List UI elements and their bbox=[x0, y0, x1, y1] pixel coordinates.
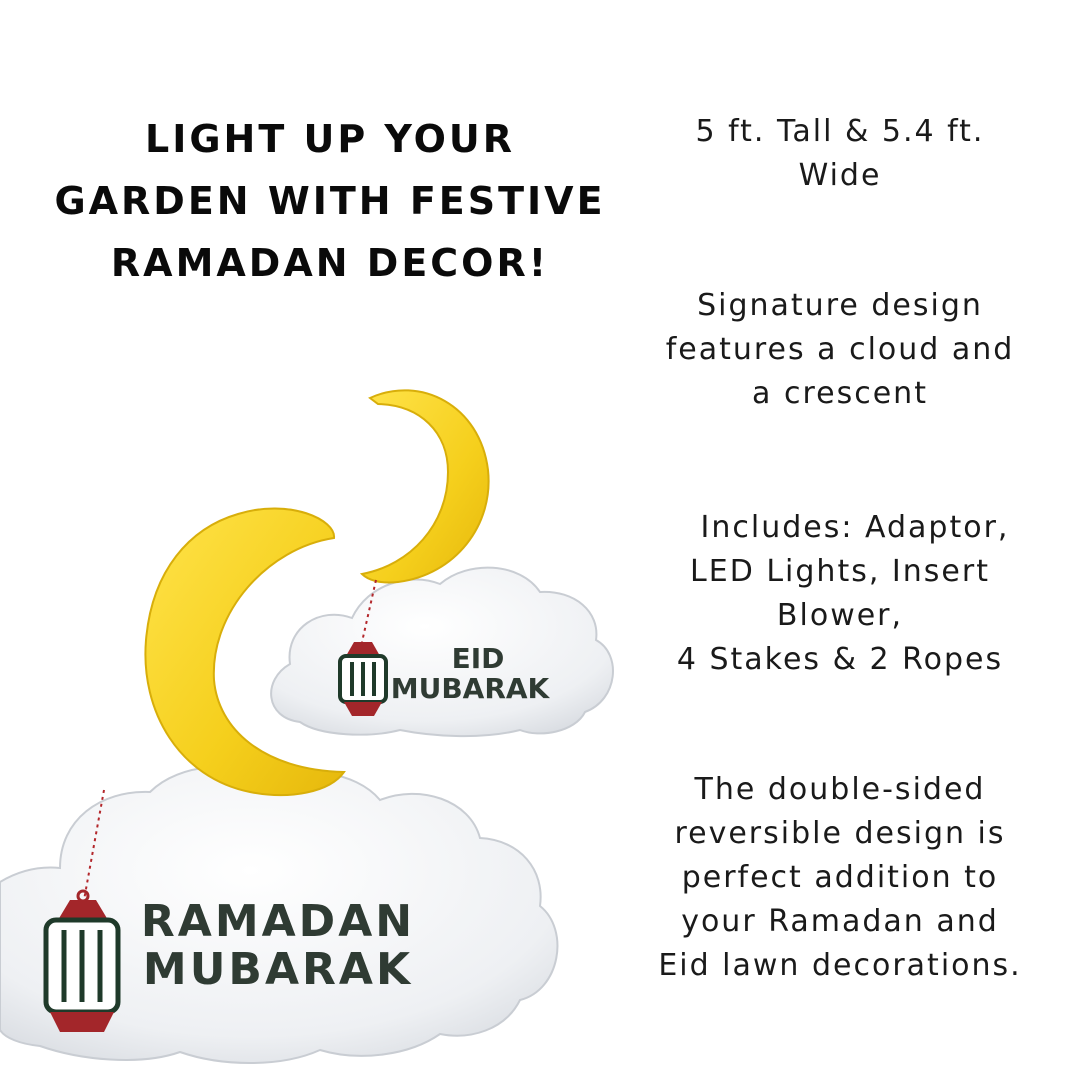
small-cloud-text-line-1: EID bbox=[451, 642, 505, 675]
feature-includes-line-1: Includes: Adaptor, bbox=[700, 510, 1010, 545]
product-illustration bbox=[0, 370, 640, 1080]
large-cloud-text-line-2: MUBARAK bbox=[142, 944, 414, 995]
feature-size bbox=[620, 110, 1060, 198]
feature-includes-line-4: 4 Stakes & 2 Ropes bbox=[676, 642, 1004, 677]
feature-reversible bbox=[620, 768, 1060, 988]
feature-includes bbox=[620, 506, 1060, 682]
small-cloud-text-line-2: MUBARAK bbox=[390, 672, 550, 705]
feature-reversible-line-5: Eid lawn decorations. bbox=[658, 948, 1022, 983]
feature-reversible-line-3: perfect addition to bbox=[681, 860, 999, 895]
small-crescent bbox=[362, 390, 489, 582]
small-cloud bbox=[271, 568, 613, 737]
feature-design-line-2: features a cloud and bbox=[665, 332, 1015, 367]
feature-includes-line-3: Blower, bbox=[776, 598, 904, 633]
headline bbox=[20, 108, 640, 294]
headline-line-3: RAMADAN DECOR! bbox=[110, 241, 550, 285]
feature-includes-line-2: LED Lights, Insert bbox=[690, 554, 990, 589]
small-cloud-group bbox=[271, 390, 613, 736]
feature-size-line-1: 5 ft. Tall & 5.4 ft. bbox=[695, 114, 985, 149]
feature-reversible-line-4: your Ramadan and bbox=[681, 904, 999, 939]
large-cloud-text-line-1: RAMADAN bbox=[140, 896, 416, 947]
headline-line-1: LIGHT UP YOUR bbox=[144, 117, 515, 161]
feature-reversible-line-1: The double-sided bbox=[694, 772, 986, 807]
feature-size-line-2: Wide bbox=[798, 158, 882, 193]
feature-design bbox=[620, 284, 1060, 416]
headline-line-2: GARDEN WITH FESTIVE bbox=[54, 179, 606, 223]
feature-design-line-3: a crescent bbox=[752, 376, 928, 411]
feature-design-line-1: Signature design bbox=[697, 288, 983, 323]
feature-reversible-line-2: reversible design is bbox=[674, 816, 1006, 851]
